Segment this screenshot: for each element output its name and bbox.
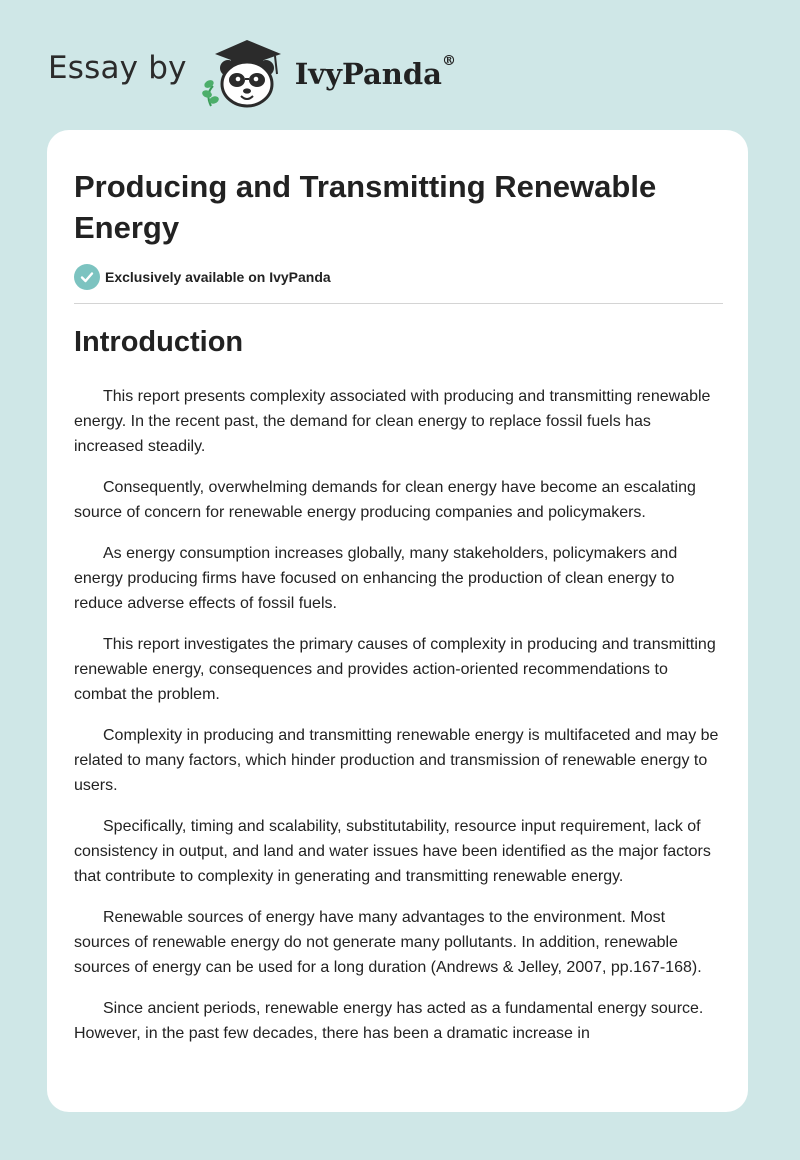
essay-card (47, 130, 748, 1112)
paragraph: Complexity in producing and transmitting renewable energy is multifaceted and may be related to many factors, which hinder production and transmission of renewable energy to users. (74, 727, 719, 794)
paragraph: Renewable sources of energy have many advantages to the environment. Most sources of renewable energy do not generate many pollutants. In addition, renewable sources of energy can be used for a long duration (Andrews & Jelley, 2007, pp.167-168). (74, 909, 702, 976)
section-heading: Introduction (74, 326, 244, 358)
site-header (48, 34, 508, 110)
paragraph: This report presents complexity associated with producing and transmitting renewable energy. In the recent past, the demand for clean energy to replace fossil fuels has increased steadily. (74, 388, 711, 455)
paragraph: This report investigates the primary causes of complexity in producing and transmitting renewable energy, consequences and provides action-oriented recommendations to combat the problem. (74, 636, 716, 703)
essay-body (74, 384, 724, 1062)
exclusive-badge (74, 263, 331, 291)
exclusive-label: Exclusively available on IvyPanda (105, 269, 331, 285)
ivypanda-brand-name[interactable]: IvyPanda® (294, 53, 456, 91)
paragraph: As energy consumption increases globally, many stakeholders, policymakers and energy producing firms have focused on enhancing the production of clean energy to reduce adverse effects of fossil fuels. (74, 545, 678, 612)
paragraph: Consequently, overwhelming demands for clean energy have become an escalating source of concern for renewable energy producing companies and policymakers. (74, 479, 696, 521)
paragraph: Since ancient periods, renewable energy has acted as a fundamental energy source. However, in the past few decades, there has been a dramatic increase in (74, 1000, 704, 1042)
check-icon (74, 264, 100, 290)
essay-by-label: Essay by (48, 50, 187, 86)
ivypanda-logo-icon[interactable] (201, 34, 293, 110)
page-title: Producing and Transmitting Renewable Energy (74, 169, 657, 245)
paragraph: Specifically, timing and scalability, substitutability, resource input requirement, lack of consistency in output, and land and water issues have been identified as the major factors that contribute to complexity in generating and transmitting renewable energy. (74, 818, 711, 885)
divider (74, 303, 723, 304)
